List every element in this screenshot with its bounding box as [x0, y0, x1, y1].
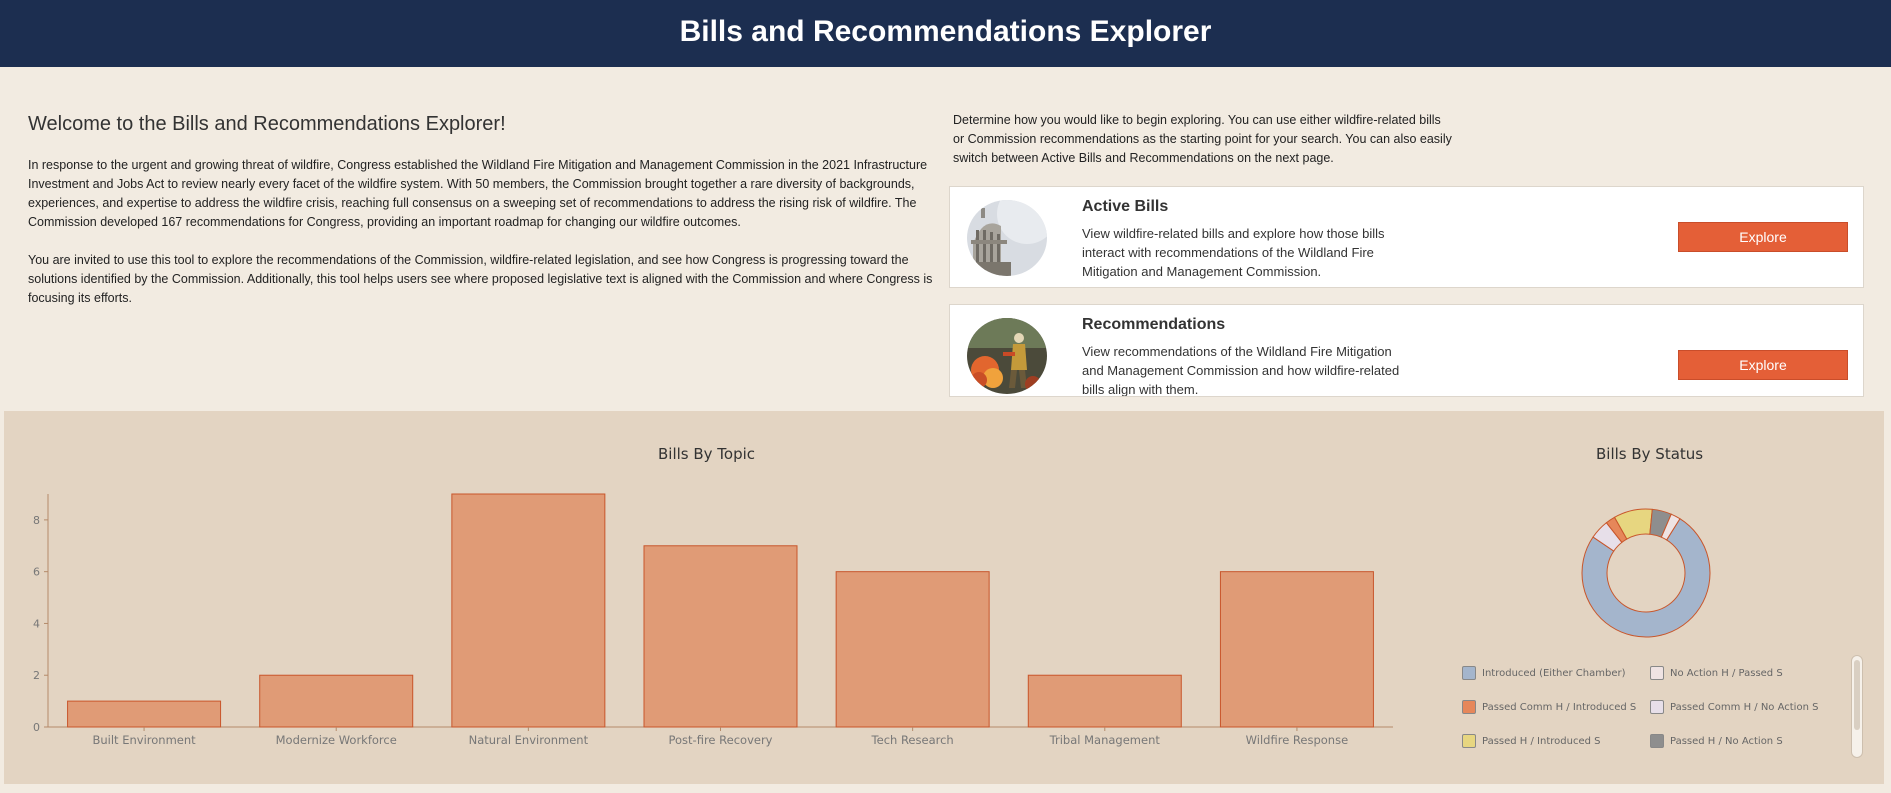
x-tick-label: Wildfire Response [1245, 733, 1349, 747]
bar [836, 572, 989, 727]
legend-label: Introduced (Either Chamber) [1482, 667, 1626, 679]
explore-bills-button[interactable]: Explore [1678, 222, 1848, 252]
legend-swatch [1650, 666, 1664, 680]
x-tick-label: Modernize Workforce [275, 733, 397, 747]
legend-item[interactable] [1650, 734, 1783, 748]
y-tick-label: 6 [33, 565, 40, 579]
legend-swatch [1462, 734, 1476, 748]
x-tick-label: Post-fire Recovery [668, 733, 773, 747]
legend-swatch [1462, 700, 1476, 714]
y-tick-label: 0 [33, 721, 40, 734]
x-tick-label: Tribal Management [1049, 733, 1160, 747]
legend-swatch [1650, 700, 1664, 714]
intro-paragraph-1: In response to the urgent and growing threat of wildfire, Congress established the Wildland Fire Mitigation and Management Commission in the 2021 Infrastructure Investment and Jobs Act to review nearly every facet of the wildfire system. With 50 members, the Commission brought together a rare diversity of backgrounds, experiences, and expertise to address the wildfire crisis, reaching full consensus on a sweeping set of recommendations to address the rising risk of wildfire. The Commission developed 167 recommendations for Congress, providing an important roadmap for changing our wildfire outcomes. [28, 158, 928, 229]
legend-item[interactable] [1462, 700, 1636, 714]
legend-label: Passed H / No Action S [1670, 735, 1783, 747]
legend-item[interactable] [1462, 666, 1625, 680]
legend-scrollbar[interactable] [1851, 655, 1863, 758]
legend-item[interactable] [1650, 700, 1818, 714]
y-tick-label: 2 [33, 669, 40, 683]
legend-item[interactable] [1650, 666, 1783, 680]
bar [1028, 675, 1181, 727]
recommendations-description: View recommendations of the Wildland Fire Mitigation and Management Commission and how wildfire-related bills align with them. [1082, 344, 1400, 397]
bar [452, 494, 605, 727]
y-tick-label: 8 [33, 513, 40, 527]
page-title: Bills and Recommendations Explorer [679, 15, 1212, 48]
active-bills-title: Active Bills [1082, 198, 1169, 215]
active-bills-description: View wildfire-related bills and explore how those bills interact with recommendations of the Wildland Fire Mitigation and Management Commission. [1082, 226, 1385, 279]
bar-chart-title: Bills By Topic [658, 445, 756, 463]
bar [260, 675, 413, 727]
legend-label: No Action H / Passed S [1670, 667, 1783, 679]
x-tick-label: Tech Research [871, 733, 954, 747]
choose-instructions: Determine how you would like to begin exploring. You can use either wildfire-related bills or Commission recommendations as the starting point for your search. You can also easily switch between Active Bills and Recommendations on the next page. [953, 113, 1452, 165]
bar [1220, 572, 1373, 727]
legend-swatch [1462, 666, 1476, 680]
x-tick-label: Built Environment [92, 733, 196, 747]
legend-item[interactable] [1462, 734, 1600, 748]
welcome-heading: Welcome to the Bills and Recommendations Explorer! [28, 113, 506, 135]
bar [644, 546, 797, 727]
legend-scrollbar-thumb[interactable] [1854, 660, 1860, 730]
donut-chart-title: Bills By Status [1596, 445, 1704, 463]
x-tick-label: Natural Environment [468, 733, 589, 747]
recommendations-title: Recommendations [1082, 316, 1226, 333]
bar [68, 701, 221, 727]
legend-label: Passed H / Introduced S [1482, 735, 1601, 747]
legend-label: Passed Comm H / Introduced S [1482, 701, 1637, 713]
intro-paragraph-2: You are invited to use this tool to explore the recommendations of the Commission, wildfire-related legislation, and see how Congress is progressing toward the solutions identified by the Commission. Additionally, this tool helps users see where proposed legislative text is aligned with the Commission and where Congress is focusing its efforts. [28, 253, 933, 305]
legend-swatch [1650, 734, 1664, 748]
legend-label: Passed Comm H / No Action S [1670, 701, 1819, 713]
explore-recommendations-button[interactable]: Explore [1678, 350, 1848, 380]
y-tick-label: 4 [33, 617, 40, 631]
